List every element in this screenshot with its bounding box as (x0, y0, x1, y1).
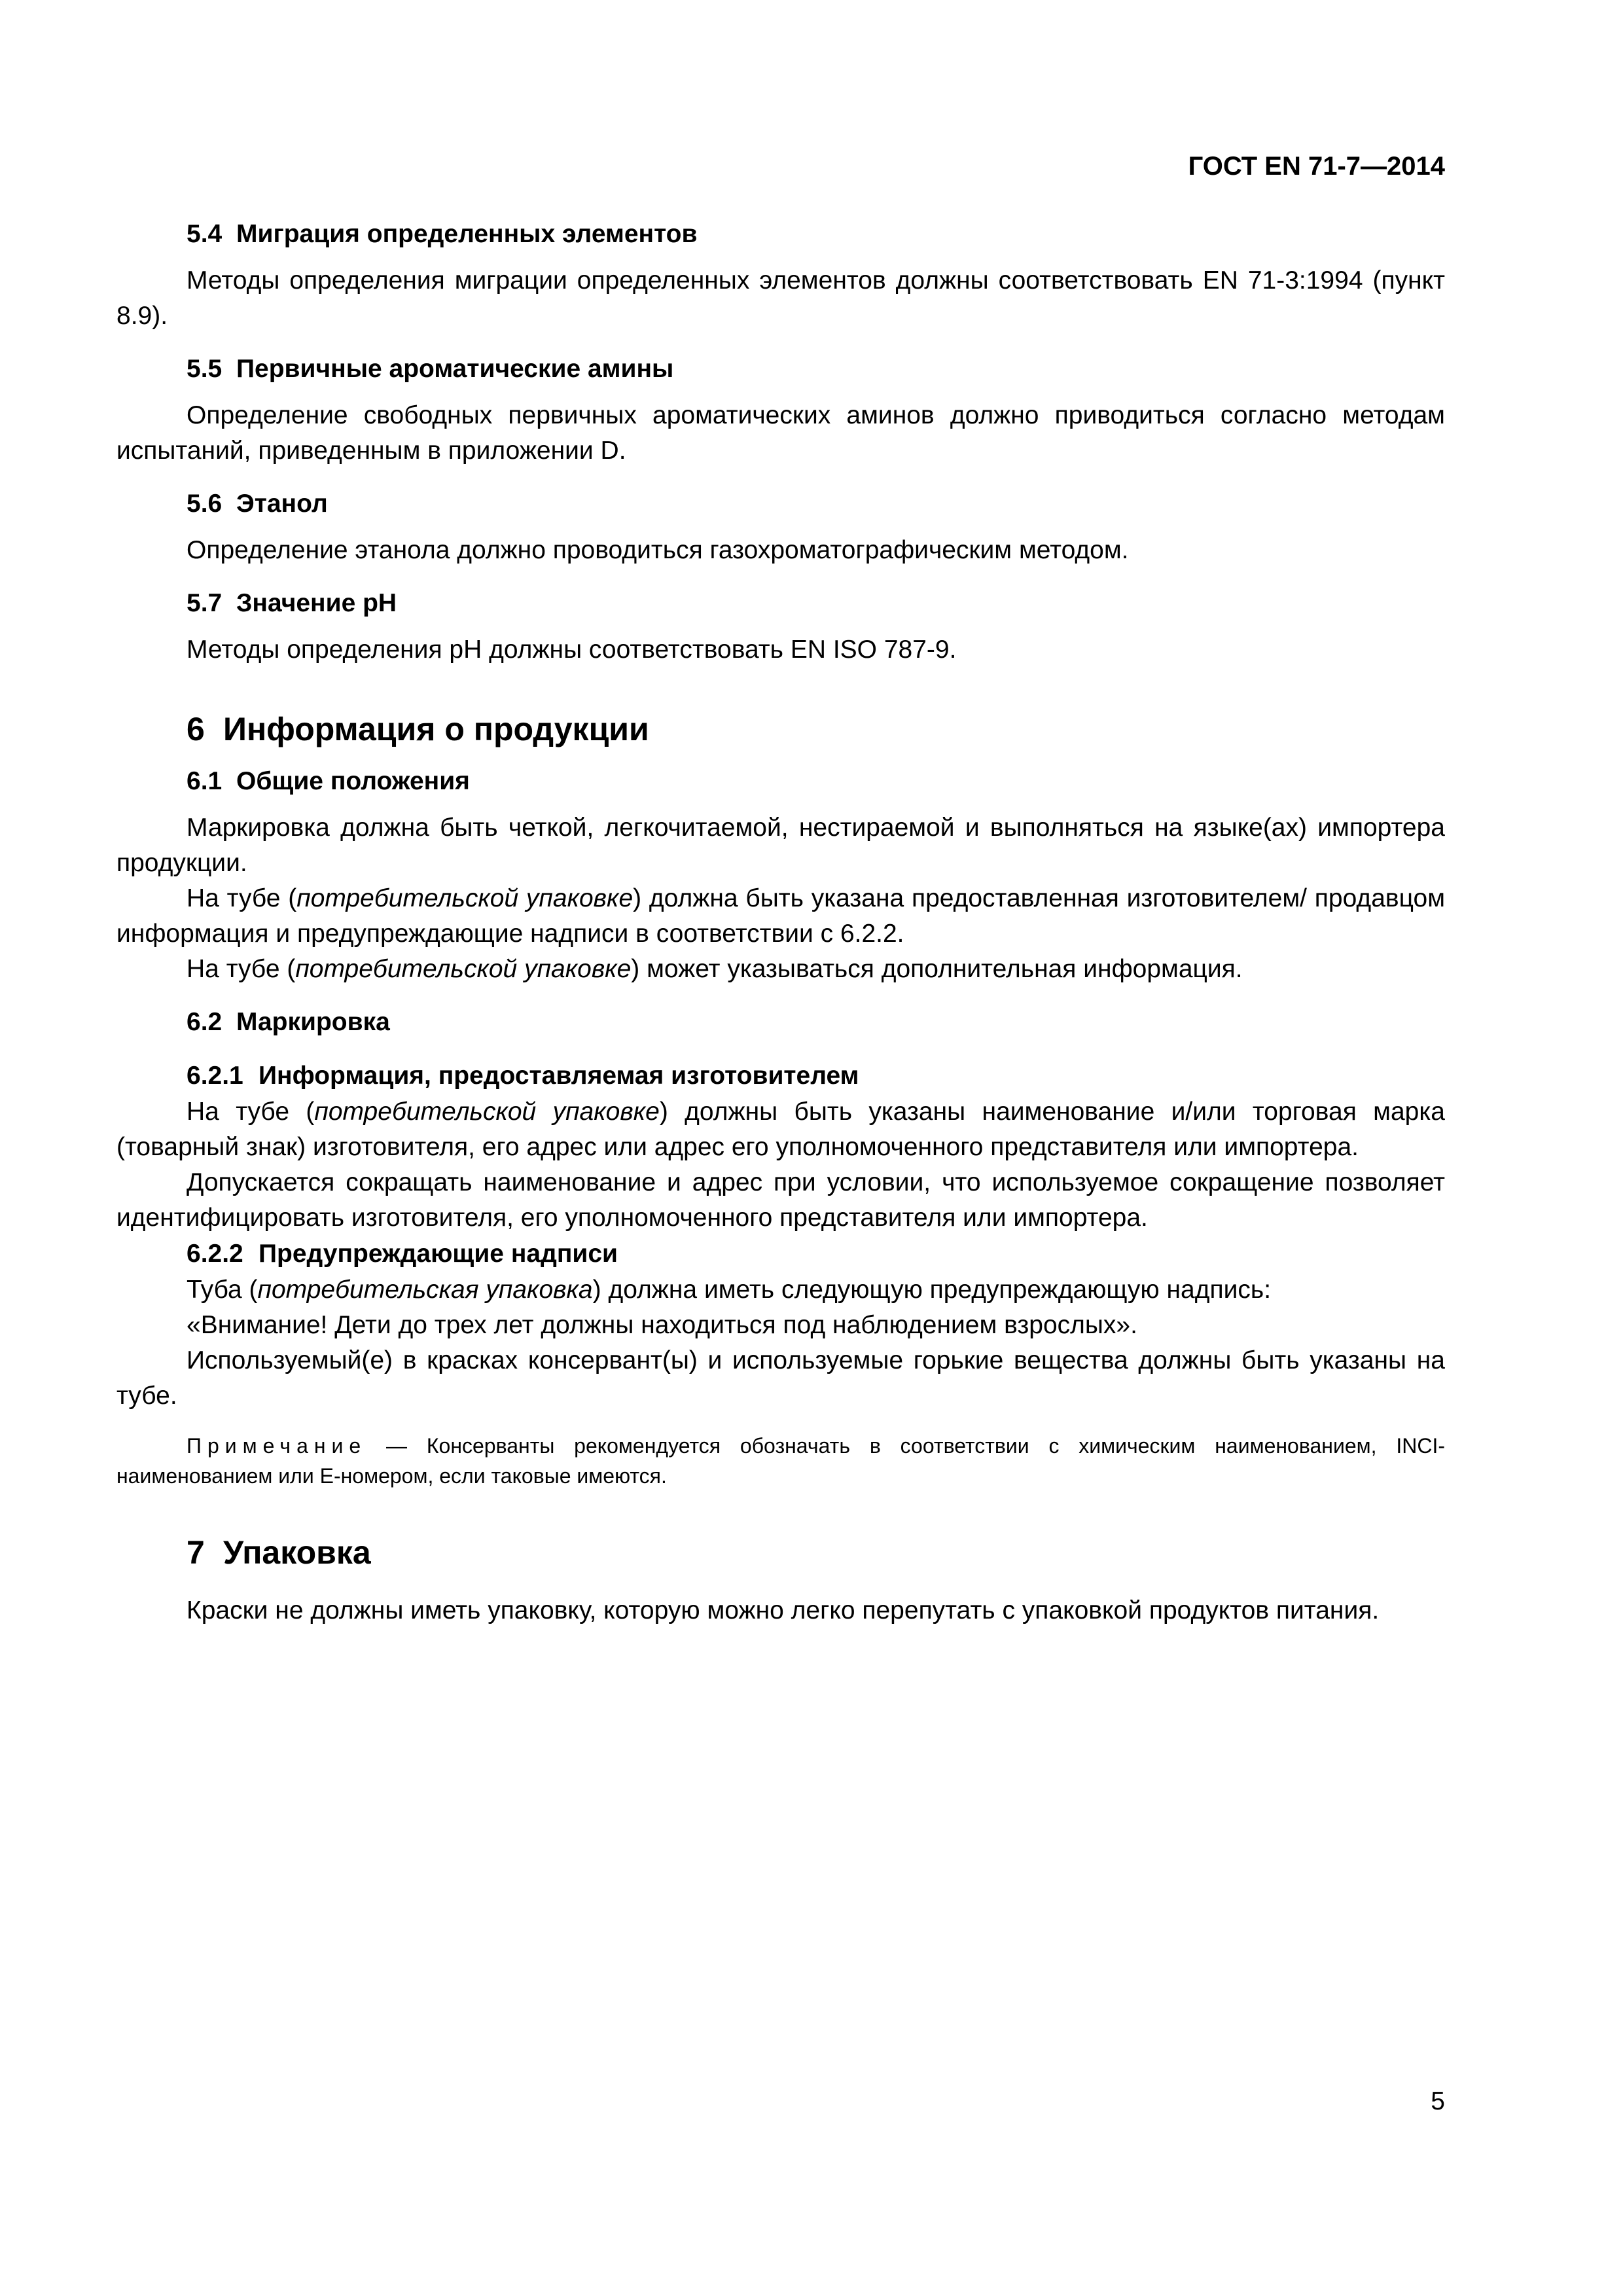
subsection-number: 6.1 (187, 767, 223, 795)
subsection-number: 5.7 (187, 589, 223, 617)
paragraph-5-5: Определение свободных первичных ароматических аминов должно приводиться согласно методам испытаний, приведенным в приложении D. (116, 401, 1445, 465)
section-heading-6 (116, 706, 1445, 753)
paragraph-6-1-3 (116, 952, 1445, 987)
document-code: ГОСТ EN 71-7—2014 (1188, 152, 1445, 181)
subsection-heading-6-1 (116, 763, 1445, 800)
text-run: На тубе ( (187, 1098, 315, 1126)
paragraph-5-4: Методы определения миграции определенных элементов должны соответствовать EN 71-3:1994 (пункт 8.9). (116, 266, 1445, 330)
note-text: — Консерванты рекомендуется обозначать в соответствии с химическим наименованием, INCI-наименованием или Е-номером, если таковые имеются. (116, 1434, 1445, 1488)
subsection-title: Маркировка (236, 1008, 390, 1036)
paragraph-6-1-1: Маркировка должна быть четкой, легкочитаемой, нестираемой и выполняться на языке(ах) импортера продукции. (116, 814, 1445, 877)
subsection-number: 5.5 (187, 355, 223, 383)
subsection-heading-6-2-2 (116, 1236, 1445, 1272)
subsection-number: 6.2 (187, 1008, 223, 1036)
subsection-title: Этанол (236, 490, 328, 518)
subsection-heading-5-5 (116, 351, 1445, 387)
subsection-title: Информация, предоставляемая изготовителем (259, 1062, 859, 1090)
text-run: Туба ( (187, 1276, 258, 1304)
paragraph-7: Краски не должны иметь упаковку, которую можно легко перепутать с упаковкой продуктов питания. (187, 1596, 1380, 1624)
paragraph-6-2-1-1 (116, 1094, 1445, 1165)
subsection-heading-6-2 (116, 1004, 1445, 1041)
subsection-heading-5-6 (116, 486, 1445, 522)
italic-term: потребительской упаковке (314, 1098, 660, 1126)
subsection-number: 5.6 (187, 490, 223, 518)
paragraph-6-2-2-3: Используемый(е) в красках консервант(ы) и используемые горькие вещества должны быть указаны на тубе. (116, 1346, 1445, 1410)
paragraph-6-1-2 (116, 881, 1445, 952)
note (116, 1431, 1445, 1491)
subsection-heading-5-4 (116, 216, 1445, 253)
subsection-title: Первичные ароматические амины (236, 355, 674, 383)
subsection-number: 6.2.2 (187, 1240, 243, 1268)
subsection-title: Миграция определенных элементов (236, 220, 698, 248)
section-number: 6 (187, 711, 205, 747)
note-label: Примечание (187, 1434, 367, 1458)
paragraph-6-2-2-1 (116, 1272, 1445, 1308)
italic-term: потребительской упаковке (296, 884, 633, 912)
text-run: ) должна быть указана предоставленная изготовителем/ продавцом информация и предупреждающие надписи в соответствии с 6.2.2. (116, 884, 1446, 948)
document-body (116, 216, 1445, 1628)
subsection-title: Общие положения (236, 767, 470, 795)
paragraph-6-2-2-2: «Внимание! Дети до трех лет должны находиться под наблюдением взрослых». (187, 1311, 1137, 1339)
subsection-heading-5-7 (116, 585, 1445, 622)
paragraph-5-6: Определение этанола должно проводиться газохроматографическим методом. (187, 536, 1129, 564)
subsection-title: Предупреждающие надписи (259, 1240, 618, 1268)
subsection-number: 5.4 (187, 220, 223, 248)
text-run: ) должна иметь следующую предупреждающую надпись: (592, 1276, 1272, 1304)
paragraph-6-2-1-2: Допускается сокращать наименование и адрес при условии, что используемое сокращение позволяет идентифицировать изготовителя, его уполномоченного представителя или импортера. (116, 1168, 1445, 1232)
italic-term: потребительской упаковке (295, 955, 632, 983)
section-title: Информация о продукции (223, 711, 649, 747)
subsection-heading-6-2-1 (116, 1058, 1445, 1094)
section-heading-7 (116, 1529, 1445, 1576)
paragraph-5-7: Методы определения pH должны соответствовать EN ISO 787-9. (187, 636, 957, 664)
italic-term: потребительская упаковка (257, 1276, 593, 1304)
subsection-number: 6.2.1 (187, 1062, 243, 1090)
text-run: На тубе ( (187, 884, 297, 912)
subsection-title: Значение pH (236, 589, 397, 617)
text-run: ) может указываться дополнительная информация. (631, 955, 1243, 983)
page-number: 5 (1431, 2087, 1445, 2115)
section-number: 7 (187, 1534, 205, 1571)
text-run: ) должны быть указаны наименование и/или торговая марка (товарный знак) изготовителя, его адрес или адрес его уполномоченного представителя или импортера. (116, 1098, 1445, 1161)
text-run: На тубе ( (187, 955, 296, 983)
section-title: Упаковка (223, 1534, 371, 1571)
